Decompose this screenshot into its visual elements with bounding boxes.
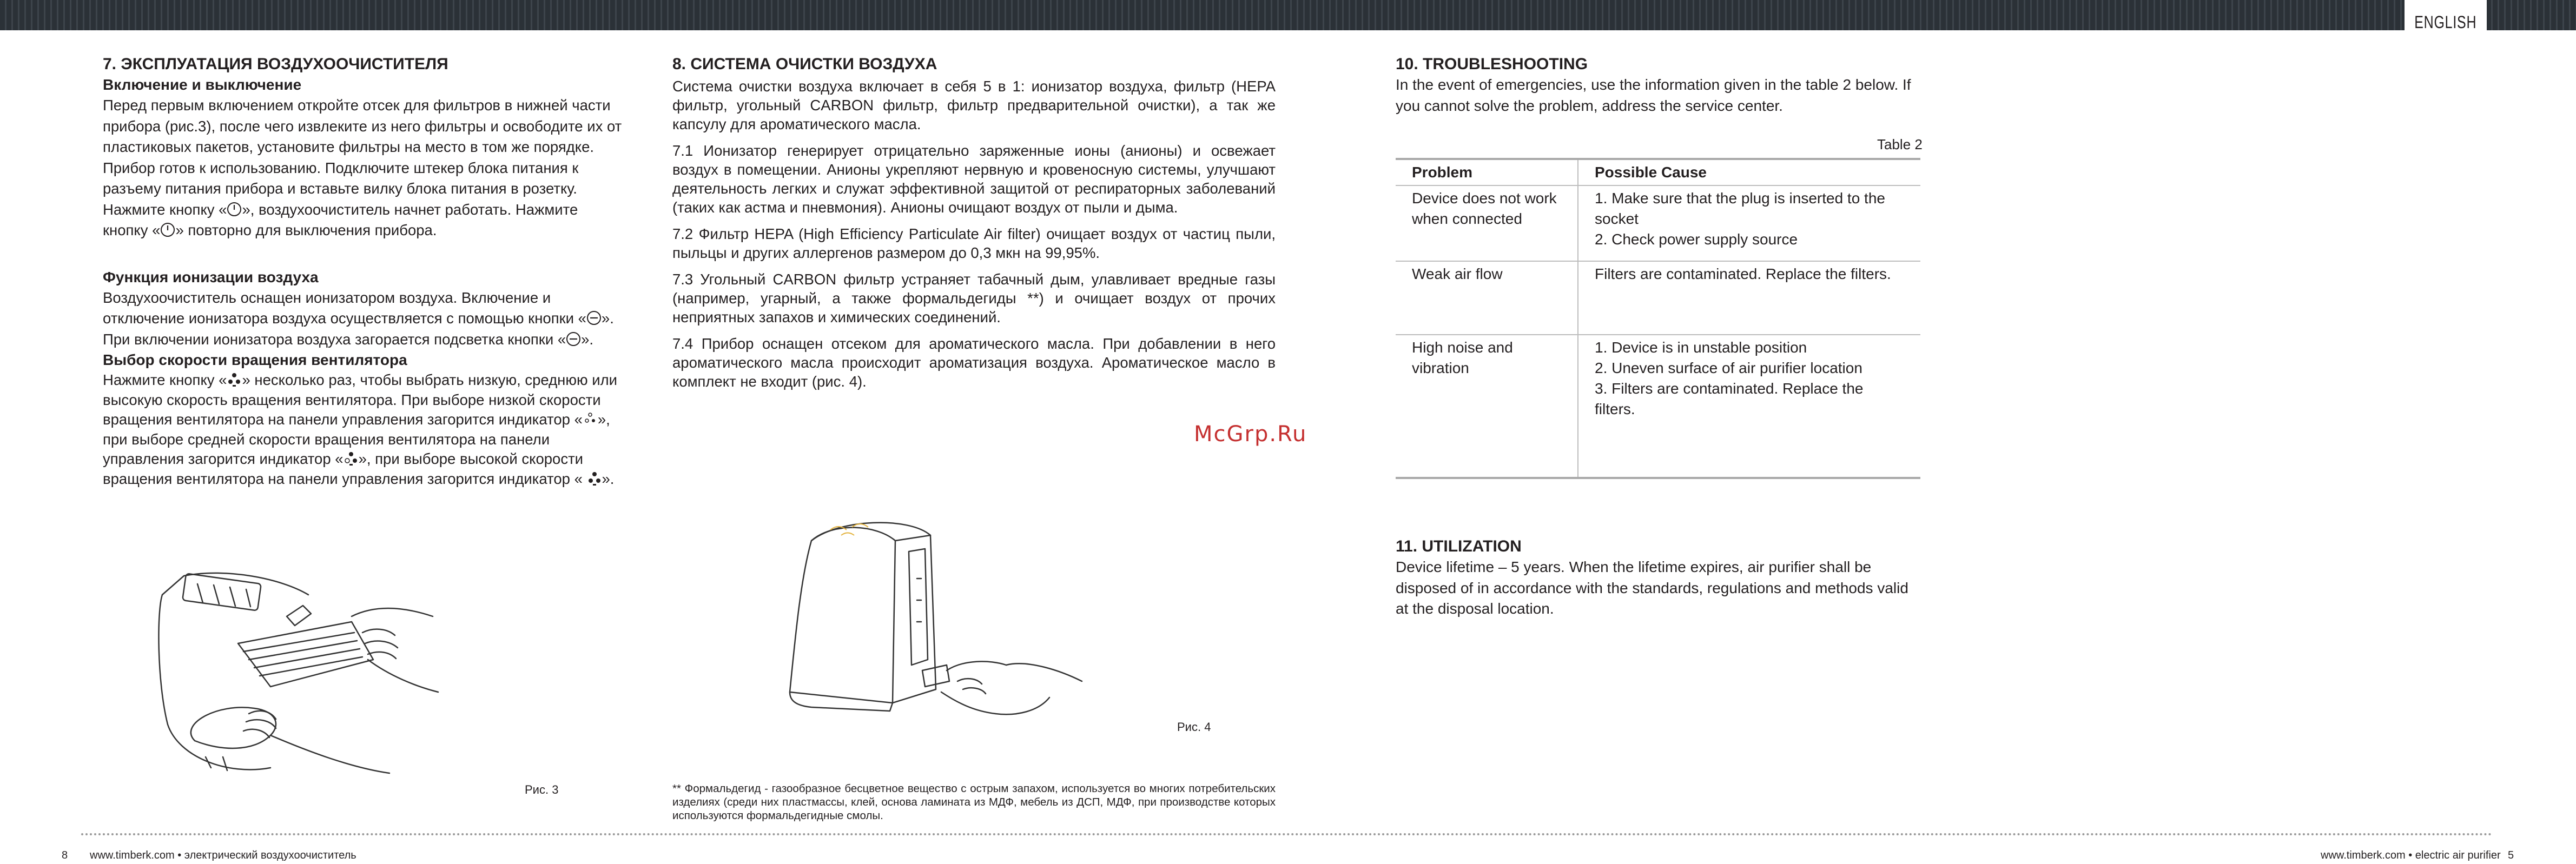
cause-cell: 1. Device is in unstable position 2. Uneven surface of air purifier location 3. Filters are contaminated. Replace the filters. [1578,335,1920,478]
cause-cell: 1. Make sure that the plug is inserted to the socket 2. Check power supply source [1578,185,1920,261]
section-11-text: Device lifetime – 5 years. When the lifetime expires, air purifier shall be disposed of in accordance with the standards, regulations and methods valid at the disposal location. [1396,559,1908,617]
section-7 [103,54,622,489]
top-stripe-bar [0,0,2576,30]
formaldehyde-footnote: ** Формальдегид - газообразное бесцветное вещество с острым запахом, используется во многих потребительских изделиях (среди них пластмассы, клей, основа ламината из МДФ, мебель из ДСП, МДФ, при производстве которых используются формальдегидные смолы. [672,782,1276,822]
table-row [1396,335,1920,478]
fan-high-icon [587,471,602,486]
speed-heading: Выбор скорости вращения вентилятора [103,351,407,368]
power-icon [160,222,175,237]
problem-cell: Weak air flow [1396,261,1578,335]
section-8-title: 8. СИСТЕМА ОЧИСТКИ ВОЗДУХА [672,55,937,73]
power-icon [227,202,242,217]
table-row [1396,261,1920,335]
problem-cell: High noise and vibration [1396,335,1578,478]
right-footer-text: www.timberk.com • electric air purifier [2321,849,2501,861]
header-problem: Problem [1396,159,1578,185]
language-label: ENGLISH [2414,12,2477,32]
fan-low-icon [583,411,598,427]
speed-text: Нажмите кнопку « » несколько раз, чтобы выбрать низкую, среднюю или высокую скорость вращения вентилятора. При выборе низкой скорости вращения вентилятора на панели управления загорится индикатор « », при выборе средней скорости вращения вентилятора на панели управления загорится индикатор « », при выборе высокой скорости вращения вентилятора на панели управления загорится индикатор « ». [103,371,617,487]
section-8-item-hepa: 7.2 Фильтр HEPA (High Efficiency Particulate Air filter) очищает воздух от частиц пыли, пыльцы и других аллергенов размером до 0,3 мкн на 99,95%. [672,225,1276,261]
ionizer-text: Воздухоочиститель оснащен ионизатором воздуха. Включение и отключение ионизатора воздуха осуществляется с помощью кнопки « ». При включении ионизатора воздуха загорается подсветка кнопки « ». [103,289,614,348]
table-label: Table 2 [1877,136,1923,152]
section-10 [1396,54,1920,116]
fan-icon [227,372,242,387]
header-possible-cause: Possible Cause [1578,159,1920,185]
section-8-item-carbon: 7.3 Угольный CARBON фильтр устраняет табачный дым, улавливает вредные газы (например, угарный, а также формальдегиды **) и очищает воздух от прочих неприятных запахов и химических соединений. [672,271,1276,325]
figure-3-caption: Рис. 3 [525,783,559,796]
cause-cell: Filters are contaminated. Replace the filters. [1578,261,1920,335]
section-8 [672,54,1276,391]
section-7-title: 7. ЭКСПЛУАТАЦИЯ ВОЗДУХООЧИСТИТЕЛЯ [103,55,448,73]
onoff-heading: Включение и выключение [103,76,302,93]
figure-4-caption: Рис. 4 [1177,720,1211,734]
figure-4-aroma-compartment-illustration [779,497,1093,725]
problem-cell: Device does not work when connected [1396,185,1578,261]
left-footer-text: www.timberk.com • электрический воздухоочиститель [90,849,356,861]
troubleshooting-table [1396,158,1920,479]
right-page-number: 5 [2508,849,2514,861]
figure-3-filter-compartment-illustration [146,562,449,779]
section-11-title: 11. UTILIZATION [1396,537,1522,555]
left-page-number: 8 [62,849,68,861]
section-11 [1396,536,1920,620]
section-8-item-aroma: 7.4 Прибор оснащен отсеком для ароматического масла. При добавлении в него ароматического масла происходит ароматизация воздуха. Ароматическое масло в комплект не входит (рис. 4). [672,335,1276,390]
table-row [1396,185,1920,261]
section-10-title: 10. TROUBLESHOOTING [1396,55,1588,73]
fan-medium-icon [344,451,359,466]
minus-circle-icon [586,310,602,325]
section-8-intro: Система очистки воздуха включает в себя 5 в 1: ионизатор воздуха, фильтр (HEPA фильтр, угольный CARBON фильтр, фильтр предварительной очистки), а так же капсулу для ароматического масла. [672,78,1276,132]
language-tab [2403,0,2488,30]
section-8-item-ionizer: 7.1 Ионизатор генерирует отрицательно заряженные ионы (анионы) и освежает воздух в помещении. Анионы укрепляют нервную и кровеносную системы, улучшают деятельность легких и служат эффективной защитой от респираторных заболеваний (таких как астма и пневмония). Анионы очищают воздух от пыли и дыма. [672,142,1276,216]
watermark: McGrp.Ru [1194,422,1307,447]
section-10-intro: In the event of emergencies, use the information given in the table 2 below. If you cannot solve the problem, address the service center. [1396,76,1911,114]
onoff-text: Перед первым включением откройте отсек для фильтров в нижней части прибора (рис.3), после чего извлеките из него фильтры и освободите их от пластиковых пакетов, установите фильтры на место в том же порядке. Прибор готов к использованию. Подключите штекер блока питания к разъему питания прибора и вставьте вилку блока питания в розетку. Нажмите кнопку « », воздухоочиститель начнет работать. Нажмите кнопку « » повторно для выключения прибора. [103,97,622,238]
footer-dotted-rule [81,833,2494,835]
table-header-row [1396,159,1920,185]
ionizer-heading: Функция ионизации воздуха [103,268,319,285]
minus-circle-icon [566,331,581,347]
